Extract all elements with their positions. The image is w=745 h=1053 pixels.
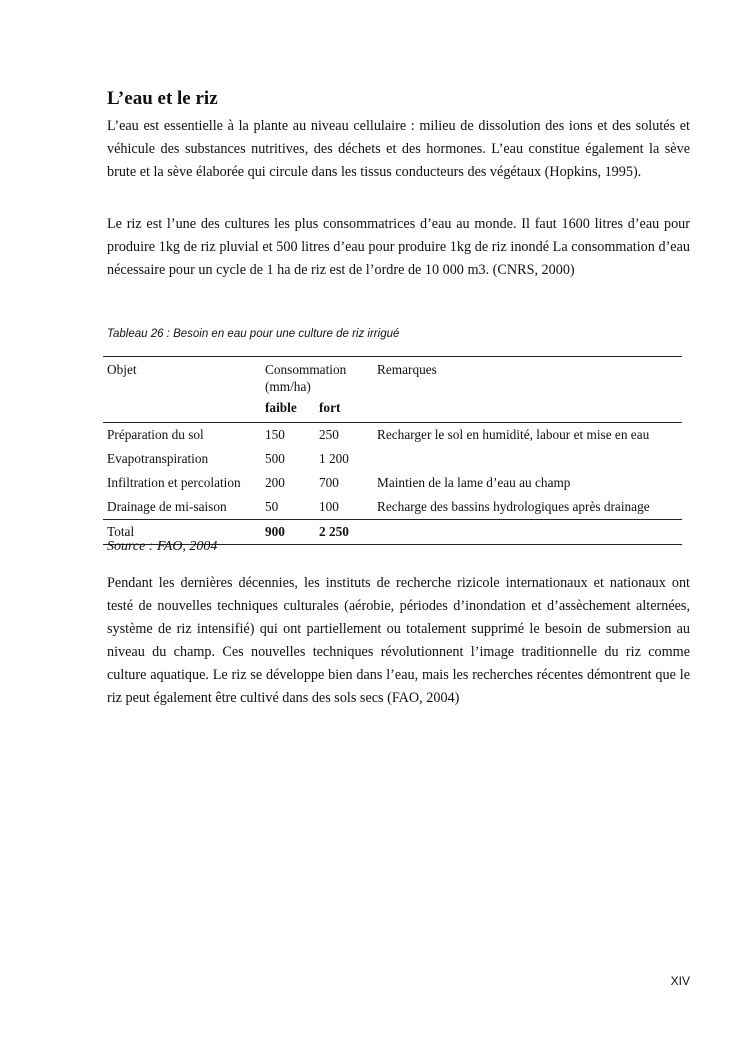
cell: Drainage de mi-saison <box>107 499 227 514</box>
cell: 1 200 <box>319 451 349 466</box>
cell: 100 <box>319 499 339 514</box>
section-title: L’eau et le riz <box>107 88 218 109</box>
table-source: Source : FAO, 2004 <box>107 539 218 554</box>
table-row <box>103 447 682 471</box>
paragraph-2 <box>107 213 690 282</box>
header-remarques: Remarques <box>377 362 437 377</box>
cell: 200 <box>265 475 285 490</box>
cell: 2 250 <box>319 524 349 539</box>
table-row <box>103 423 682 448</box>
cell: Total <box>107 524 135 539</box>
cell: 900 <box>265 524 285 539</box>
header-consommation-label: Consommation (mm/ha) <box>265 362 347 394</box>
table-subheader-row <box>103 395 682 423</box>
cell: 50 <box>265 499 279 514</box>
paragraph-3 <box>107 572 690 710</box>
water-needs-table <box>103 356 682 545</box>
header-consommation <box>261 357 373 396</box>
page-number: XIV <box>670 974 690 988</box>
cell: Infiltration et percolation <box>107 475 241 490</box>
table-row <box>103 471 682 495</box>
cell <box>373 447 682 471</box>
cell: 700 <box>319 475 339 490</box>
paragraph-text: Le riz est l’une des cultures les plus consommatrices d’eau au monde. Il faut 1600 litres d’eau pour produire 1kg de riz pluvial et 500 litres d’eau pour produire 1kg de riz inondé La consommation d’eau nécessaire pour un cycle de 1 ha de riz est de l’ordre de 10 000 m3. (CNRS, 2000) <box>107 216 690 278</box>
cell: Recharge des bassins hydrologiques après drainage <box>377 499 650 514</box>
cell: 500 <box>265 451 285 466</box>
table-row <box>103 495 682 520</box>
cell: 150 <box>265 427 285 442</box>
header-faible: faible <box>265 400 297 415</box>
paragraph-1 <box>107 115 690 184</box>
table-header-row <box>103 357 682 396</box>
cell: 250 <box>319 427 339 442</box>
cell: Maintien de la lame d’eau au champ <box>377 475 571 490</box>
table-caption: Tableau 26 : Besoin en eau pour une culture de riz irrigué <box>107 328 400 340</box>
header-objet: Objet <box>107 362 137 377</box>
cell: Préparation du sol <box>107 427 204 442</box>
header-fort: fort <box>319 400 341 415</box>
cell: Recharger le sol en humidité, labour et mise en eau <box>377 427 650 442</box>
cell: Evapotranspiration <box>107 451 209 466</box>
paragraph-text: Pendant les dernières décennies, les instituts de recherche rizicole internationaux et nationaux ont testé de nouvelles techniques culturales (aérobie, périodes d’inondation et d’assèchement alternées, système de riz intensifié) qui ont partiellement ou totalement supprimé le besoin de submersion au niveau du champ. Ces nouvelles techniques révolutionnent l’image traditionnelle du riz comme culture aquatique. Le riz se développe bien dans l’eau, mais les recherches récentes démontrent que le riz peut également être cultivé dans des sols secs (FAO, 2004) <box>107 575 690 706</box>
paragraph-text: L’eau est essentielle à la plante au niveau cellulaire : milieu de dissolution des ions et des solutés et véhicule des substances nutritives, des déchets et des hormones. L’eau constitue également la sève brute et la sève élaborée qui circule dans les tissus conducteurs des végétaux (Hopkins, 1995). <box>107 118 690 180</box>
